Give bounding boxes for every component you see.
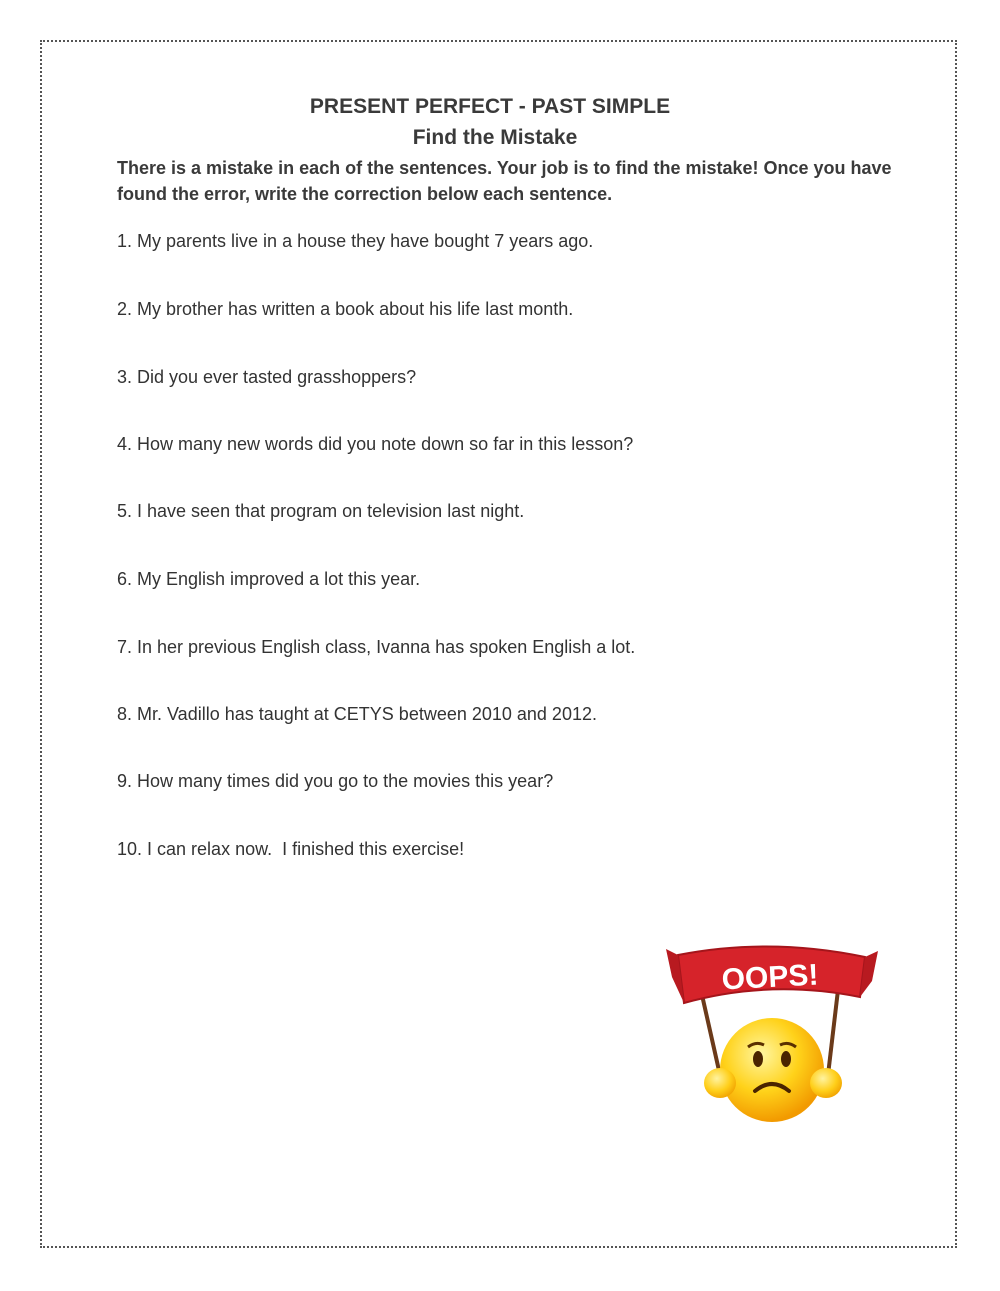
right-stick xyxy=(828,990,838,1075)
sentence-1: 1. My parents live in a house they have bought 7 years ago. xyxy=(117,231,594,251)
sentence-5: 5. I have seen that program on television last night. xyxy=(117,501,525,521)
sentence-4: 4. How many new words did you note down so far in this lesson? xyxy=(117,434,634,454)
oops-sign-text: OOPS! xyxy=(720,958,820,997)
sad-emoji-icon xyxy=(720,1018,824,1122)
right-eye xyxy=(781,1051,791,1067)
worksheet-title: PRESENT PERFECT - PAST SIMPLE xyxy=(309,95,671,118)
left-hand xyxy=(704,1068,736,1098)
left-stick xyxy=(702,995,720,1075)
sentence-9: 9. How many times did you go to the movies this year? xyxy=(117,771,554,791)
worksheet-subtitle: Find the Mistake xyxy=(412,126,578,149)
sentence-6: 6. My English improved a lot this year. xyxy=(117,569,421,589)
right-hand xyxy=(810,1068,842,1098)
sentence-10: 10. I can relax now. I finished this exercise! xyxy=(117,839,465,859)
sentence-2: 2. My brother has written a book about his life last month. xyxy=(117,299,574,319)
sentence-3: 3. Did you ever tasted grasshoppers? xyxy=(117,367,417,387)
sentence-7: 7. In her previous English class, Ivanna has spoken English a lot. xyxy=(117,637,636,657)
oops-illustration xyxy=(660,935,885,1135)
left-eye xyxy=(753,1051,763,1067)
worksheet-instructions: There is a mistake in each of the sentences. Your job is to find the mistake! Once you have found the error, write the correction below each sentence. xyxy=(117,158,892,204)
sentence-8: 8. Mr. Vadillo has taught at CETYS between 2010 and 2012. xyxy=(117,704,597,724)
